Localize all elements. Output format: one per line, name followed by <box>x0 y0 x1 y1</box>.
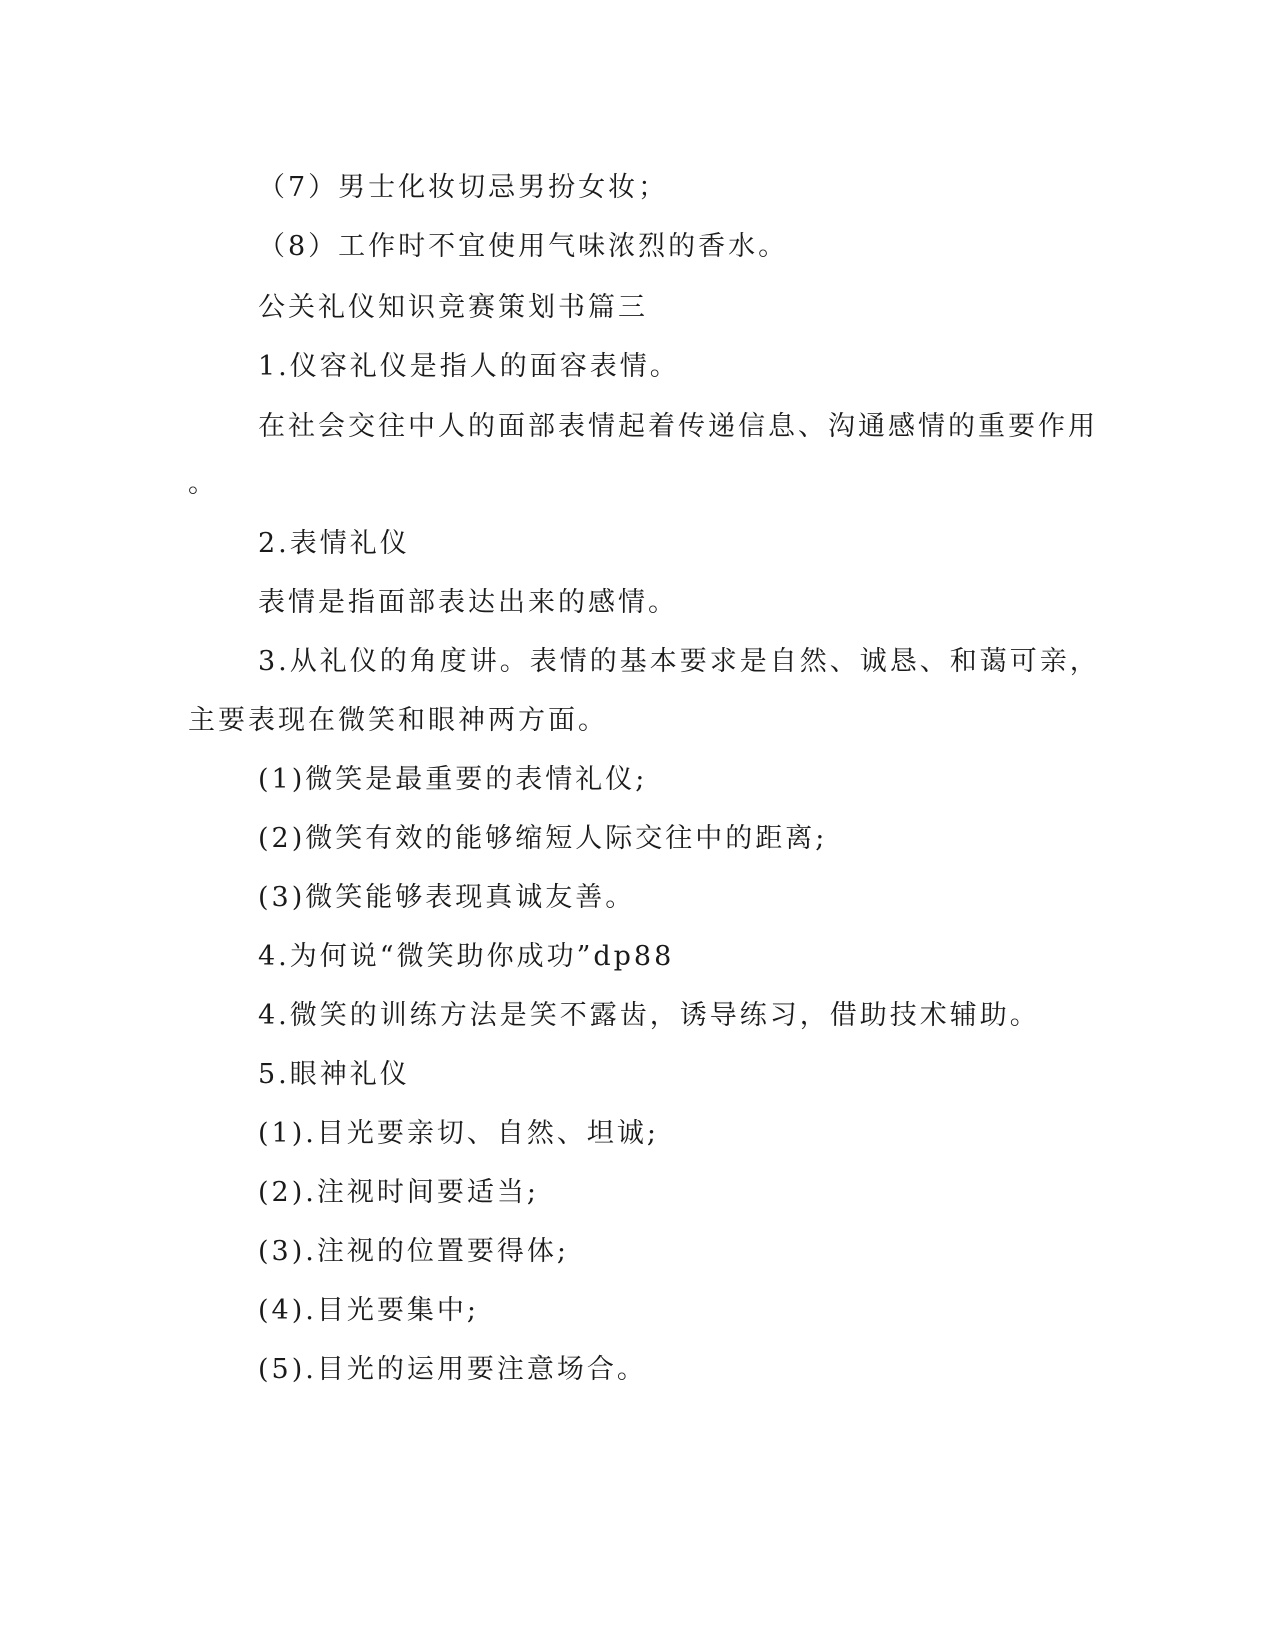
text-line-eye-etiquette: 5.眼神礼仪 <box>258 1059 410 1090</box>
text-line-appearance-etiquette: 1.仪容礼仪是指人的面容表情。 <box>258 351 680 382</box>
text-line-expression-etiquette: 2.表情礼仪 <box>258 528 410 559</box>
text-line-eye-3: (3).注视的位置要得体; <box>258 1236 569 1267</box>
text-line-smile-3: (3)微笑能够表现真诚友善。 <box>258 882 636 913</box>
text-line-eye-4: (4).目光要集中; <box>258 1295 479 1326</box>
text-line-smile-training: 4.微笑的训练方法是笑不露齿，诱导练习，借助技术辅助。 <box>258 1000 1040 1031</box>
section-title: 公关礼仪知识竞赛策划书篇三 <box>258 292 648 323</box>
text-line-expression-requirements: 3.从礼仪的角度讲。表情的基本要求是自然、诚恳、和蔼可亲， <box>258 646 1100 677</box>
text-line-expression-aspects: 主要表现在微笑和眼神两方面。 <box>188 705 608 736</box>
text-line-makeup-rule-7: （7）男士化妆切忌男扮女妆； <box>258 172 669 203</box>
text-line-makeup-rule-8: （8）工作时不宜使用气味浓烈的香水。 <box>258 231 789 262</box>
text-line-eye-1: (1).目光要亲切、自然、坦诚; <box>258 1118 659 1149</box>
text-line-eye-5: (5).目光的运用要注意场合。 <box>258 1354 647 1385</box>
text-line-continuation: 。 <box>188 468 218 499</box>
text-line-expression-definition: 表情是指面部表达出来的感情。 <box>258 587 678 618</box>
text-line-smile-1: (1)微笑是最重要的表情礼仪; <box>258 764 648 795</box>
text-line-smile-2: (2)微笑有效的能够缩短人际交往中的距离; <box>258 823 828 854</box>
text-line-smile-success: 4.为何说“微笑助你成功”dp88 <box>258 941 675 972</box>
text-line-facial-expression: 在社会交往中人的面部表情起着传递信息、沟通感情的重要作用 <box>258 411 1098 442</box>
text-line-eye-2: (2).注视时间要适当; <box>258 1177 539 1208</box>
